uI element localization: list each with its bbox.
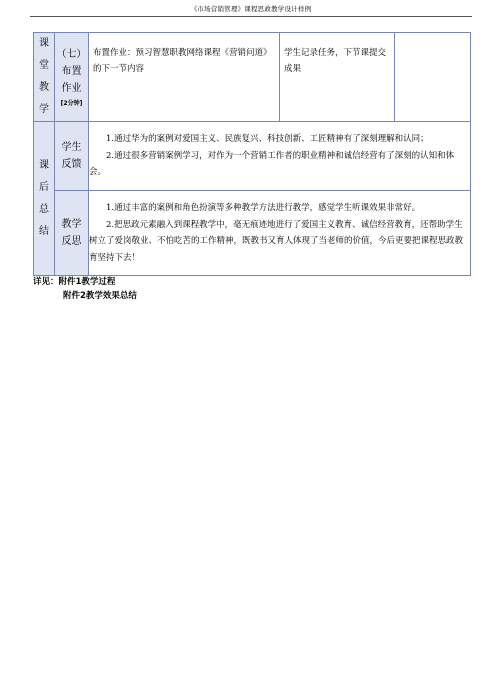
after-class-char-1: 课 [39, 159, 49, 171]
attachment-line-1: 详见：附件1教学过程 [33, 277, 116, 287]
section-seven-label-cell [55, 33, 89, 122]
attachment-line-2: 附件2教学效果总结 [63, 291, 137, 301]
feedback-content-cell [89, 122, 471, 191]
homework-row [34, 33, 471, 122]
after-class-char-2: 后 [39, 181, 49, 193]
feedback-paragraph-1: 1.通过华为的案例对爱国主义、民族复兴、科技创新、工匠精神有了深刻理解和认同； [106, 134, 429, 145]
feedback-label-line-2: 反馈 [61, 159, 82, 170]
class-teaching-char-1: 课 [39, 38, 49, 49]
student-activity: 学生记录任务，下节课提交成果 [284, 48, 387, 74]
section-title-line-2: 作业 [61, 82, 82, 94]
reflection-label-line-2: 反思 [61, 236, 82, 247]
homework-content: 布置作业：预习智慧职教网络课程《营销问道》的下一节内容 [93, 48, 272, 74]
class-teaching-char-2: 堂 [39, 60, 49, 71]
class-teaching-label-cell [34, 33, 55, 122]
after-class-label-cell [34, 122, 55, 276]
reflection-label-cell [55, 191, 89, 276]
section-duration: [2分钟] [60, 99, 83, 107]
empty-cell [395, 33, 471, 122]
feedback-label-line-1: 学生 [61, 142, 82, 153]
class-teaching-char-3: 教 [39, 82, 49, 93]
feedback-paragraph-2: 2.通过很多营销案例学习，对作为一个营销工作者的职业精神和诚信经营有了深刻的认知和体会。 [89, 150, 455, 178]
after-class-char-3: 总 [39, 203, 49, 215]
header-divider [30, 16, 472, 17]
reflection-paragraph-1: 1.通过丰富的案例和角色扮演等多种教学方法进行教学，感觉学生听课效果非常好。 [106, 203, 421, 213]
class-teaching-char-4: 学 [39, 104, 49, 115]
reflection-row [34, 191, 471, 276]
after-class-char-4: 结 [39, 225, 49, 237]
document-header-title: 《市场营销管理》课程思政教学设计样例 [190, 5, 312, 13]
feedback-row [34, 122, 471, 191]
attachment-note [33, 275, 137, 303]
section-number: （七） [56, 48, 87, 60]
reflection-paragraph-2: 2.把思政元素融入到课程教学中，毫无痕迹地进行了爱国主义教育、诚信经营教育，还帮助学生树立了爱岗敬业、不怕吃苦的工作精神，既教书又育人体现了当老师的价值，今后更要把课程思政教育坚持下去！ [89, 219, 464, 263]
reflection-content-cell [89, 191, 471, 276]
student-activity-cell [280, 33, 395, 122]
feedback-label-cell [55, 122, 89, 191]
reflection-label-line-1: 教学 [61, 219, 82, 230]
lesson-plan-table [33, 32, 471, 276]
homework-content-cell [89, 33, 280, 122]
section-title-line-1: 布置 [61, 65, 82, 77]
